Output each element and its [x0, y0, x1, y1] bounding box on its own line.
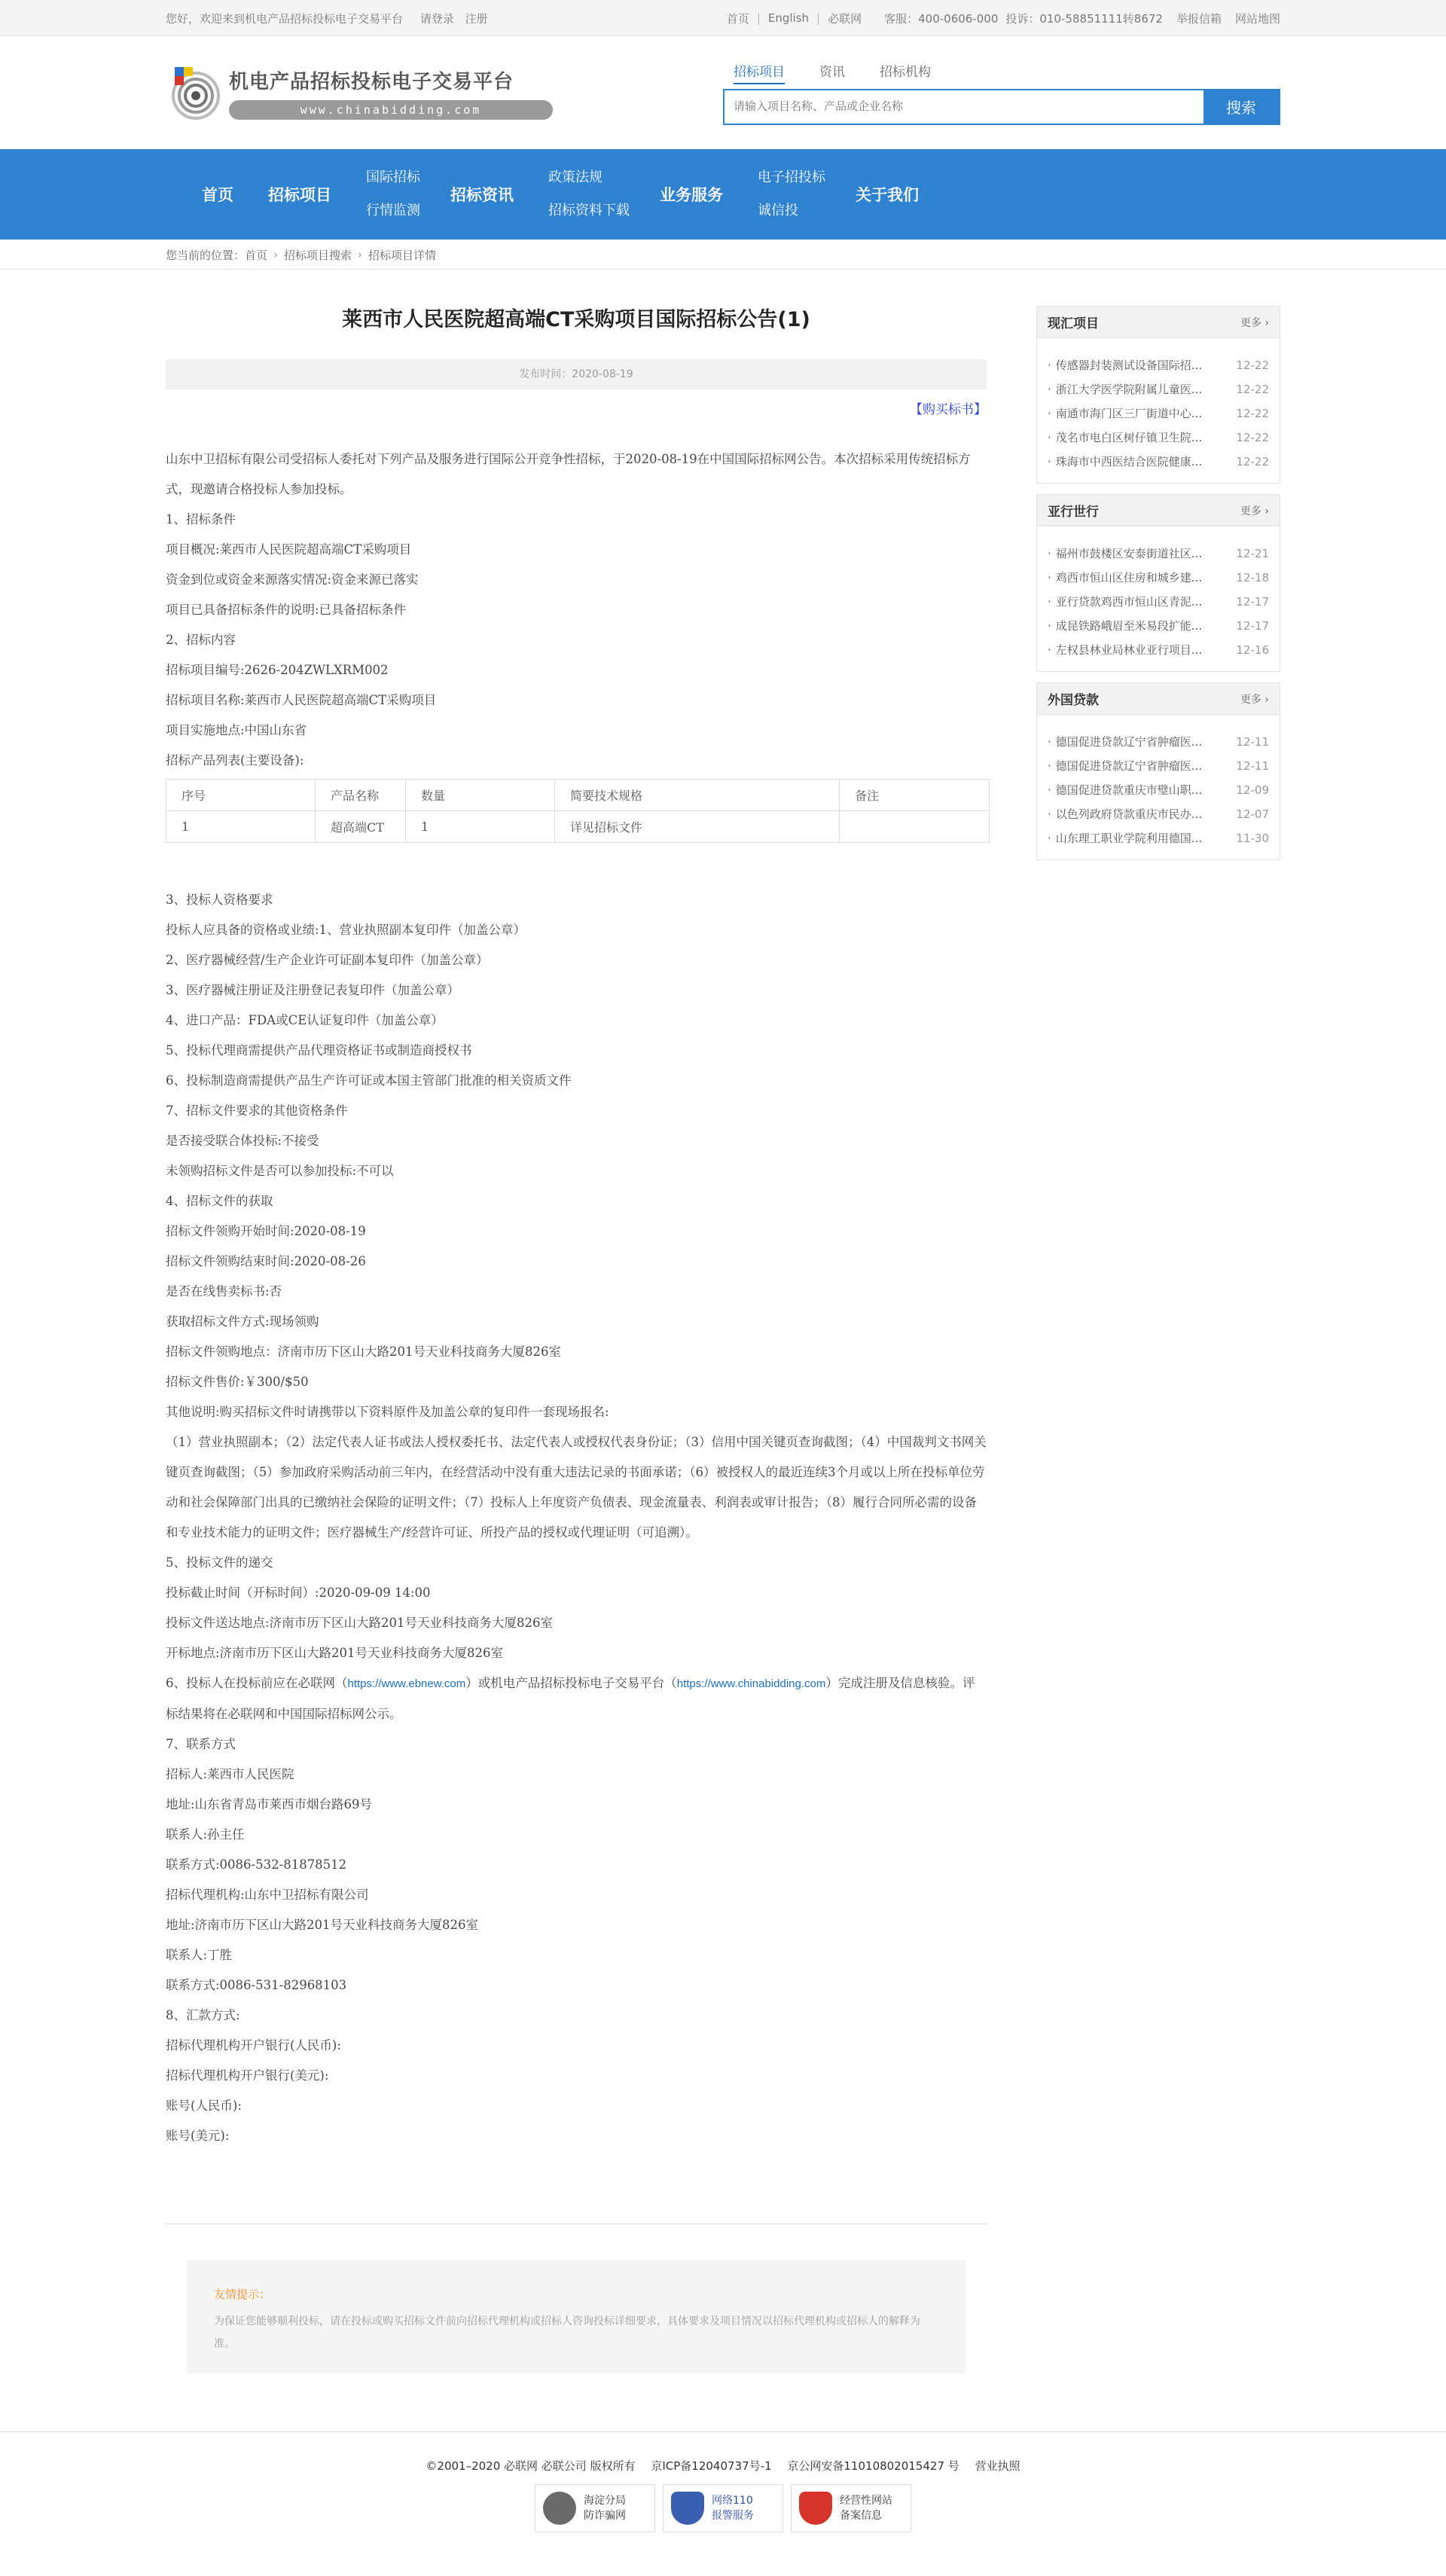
- list-item[interactable]: [1048, 566, 1269, 590]
- home-link[interactable]: 首页: [726, 11, 749, 26]
- list-item-title[interactable]: · 亚行贷款鸡西市恒山区青泥...: [1048, 590, 1228, 614]
- article-body: [166, 444, 987, 2151]
- list-item-date: 12-21: [1236, 547, 1269, 560]
- nav-business[interactable]: 业务服务: [660, 186, 723, 204]
- article-line: 投标人应具备的资格或业绩:1、营业执照副本复印件（加盖公章）: [166, 923, 526, 937]
- nav-about[interactable]: 关于我们: [856, 186, 919, 204]
- chevron-right-icon: ›: [1261, 693, 1269, 706]
- article-line: 1、招标条件: [166, 512, 236, 526]
- article-line: 3、投标人资格要求: [166, 893, 273, 907]
- table-row: [166, 811, 990, 843]
- list-item-title[interactable]: · 德国促进贷款辽宁省肿瘤医...: [1048, 730, 1228, 754]
- more-label: 更多: [1240, 693, 1261, 706]
- biilian-link[interactable]: 必联网: [828, 11, 862, 26]
- license-link[interactable]: 营业执照: [975, 2459, 1020, 2473]
- list-item[interactable]: [1048, 401, 1269, 426]
- article-line: 2、招标内容: [166, 633, 236, 647]
- table-header: 产品名称: [316, 780, 406, 811]
- nav-intl[interactable]: 国际招标: [366, 169, 420, 185]
- logo-title: 机电产品招标投标电子交易平台: [229, 70, 514, 93]
- list-item-date: 12-09: [1236, 783, 1269, 797]
- separator: |: [816, 11, 821, 25]
- sidebar-box-header: [1037, 495, 1280, 526]
- list-item-date: 12-22: [1236, 407, 1269, 420]
- article-line: 招标代理机构开户银行(美元):: [166, 2068, 329, 2083]
- registration-text-a: 6、投标人在投标前应在必联网（: [166, 1676, 348, 1690]
- article-line: 投标文件送达地点:济南市历下区山大路201号天业科技商务大厦826室: [166, 1616, 554, 1630]
- article-line: 投标截止时间（开标时间）:2020-09-09 14:00: [166, 1586, 431, 1600]
- article-line: 招标项目编号:2626-204ZWLXRM002: [166, 663, 389, 677]
- article-line: 招标项目名称:莱西市人民医院超高端CT采购项目: [166, 693, 437, 707]
- article-line: 项目已具备招标条件的说明:已具备招标条件: [166, 603, 407, 617]
- list-item-date: 12-22: [1236, 431, 1269, 444]
- table-header: 序号: [166, 780, 316, 811]
- icp-link[interactable]: 京ICP备12040737号-1: [651, 2459, 772, 2473]
- nav-ebid[interactable]: 电子招投标: [758, 169, 825, 185]
- list-item-title[interactable]: · 珠海市中西医结合医院健康...: [1048, 450, 1228, 474]
- article-line: 招标产品列表(主要设备):: [166, 753, 304, 768]
- list-item-title[interactable]: · 成昆铁路峨眉至米易段扩能...: [1048, 614, 1228, 638]
- badge-business[interactable]: [791, 2484, 911, 2532]
- article-line: 4、进口产品：FDA或CE认证复印件（加盖公章）: [166, 1013, 444, 1027]
- registration-paragraph: [166, 1668, 987, 1729]
- list-item[interactable]: [1048, 638, 1269, 662]
- separator: |: [756, 11, 761, 25]
- sidebar-box-header: [1037, 683, 1280, 715]
- article-line: 是否在线售卖标书:否: [166, 1284, 282, 1299]
- sitemap-link[interactable]: 网站地图: [1234, 11, 1280, 26]
- breadcrumb-search[interactable]: 招标项目搜索: [284, 248, 352, 262]
- list-item[interactable]: [1048, 730, 1269, 754]
- sidebar-box: [1036, 682, 1280, 860]
- search-tab-agencies[interactable]: 招标机构: [880, 64, 931, 80]
- nav-law[interactable]: 政策法规: [548, 169, 602, 185]
- shield-icon: [671, 2492, 704, 2525]
- more-label: 更多: [1240, 505, 1261, 517]
- breadcrumb-current: 招标项目详情: [368, 248, 437, 262]
- search-input[interactable]: [725, 90, 1203, 124]
- article-line: 账号(人民币):: [166, 2098, 242, 2113]
- badge-line: 海淀分局: [584, 2495, 626, 2507]
- chinabidding-link[interactable]: https://www.chinabidding.com: [676, 1677, 826, 1690]
- article-line: 未领购招标文件是否可以参加投标:不可以: [166, 1164, 394, 1178]
- list-item-date: 11-30: [1236, 832, 1269, 845]
- article-line: 招标文件领购地点：济南市历下区山大路201号天业科技商务大厦826室: [166, 1344, 561, 1359]
- list-item-title[interactable]: · 传感器封装测试设备国际招...: [1048, 353, 1228, 377]
- sidebar-box-title: 现汇项目: [1048, 316, 1099, 331]
- more-link[interactable]: [1240, 691, 1269, 707]
- list-item-date: 12-22: [1236, 455, 1269, 469]
- list-item[interactable]: [1048, 754, 1269, 778]
- divider: [166, 2223, 987, 2224]
- list-item[interactable]: [1048, 542, 1269, 566]
- chevron-right-icon: ›: [1261, 316, 1269, 329]
- article-line: 7、招标文件要求的其他资格条件: [166, 1103, 348, 1118]
- article-line: 项目概况:莱西市人民医院超高端CT采购项目: [166, 542, 412, 557]
- nav-home[interactable]: 首页: [202, 186, 233, 204]
- list-item-title[interactable]: · 南通市海门区三厂街道中心...: [1048, 401, 1228, 426]
- more-link[interactable]: [1240, 503, 1269, 518]
- table-cell: 详见招标文件: [555, 811, 840, 843]
- article-line: 招标人:莱西市人民医院: [166, 1767, 294, 1781]
- complaint-phone: 投诉：010-58851111转8672: [1005, 11, 1163, 26]
- list-item[interactable]: [1048, 778, 1269, 802]
- article-line: 招标代理机构开户银行(人民币):: [166, 2038, 341, 2053]
- list-item-title[interactable]: · 鸡西市恒山区住房和城乡建...: [1048, 566, 1228, 590]
- article-line: 2、医疗器械经营/生产企业许可证副本复印件（加盖公章）: [166, 953, 489, 967]
- registration-text-c: ）完成注册及信息核验。评标结果将在必联网和中国国际招标网公示。: [166, 1676, 975, 1721]
- article-line: 招标文件领购结束时间:2020-08-26: [166, 1254, 366, 1268]
- search-area: [723, 61, 1280, 125]
- report-link[interactable]: 举报信箱: [1176, 11, 1222, 26]
- nav-credit[interactable]: 诚信投: [758, 203, 798, 218]
- article-line: 5、投标文件的递交: [166, 1555, 273, 1570]
- list-item-title[interactable]: · 茂名市电白区树仔镇卫生院...: [1048, 426, 1228, 450]
- badge-police[interactable]: [535, 2484, 655, 2532]
- sidebar-box-title: 亚行世行: [1048, 505, 1099, 520]
- badge-line: 报警服务: [712, 2510, 754, 2522]
- list-item-date: 12-07: [1236, 807, 1269, 821]
- copyright: ©2001–2020 必联网 必联公司 版权所有: [426, 2459, 636, 2473]
- list-item-title[interactable]: · 福州市鼓楼区安泰街道社区...: [1048, 542, 1228, 566]
- article-line: 招标文件售价:￥300/$50: [166, 1375, 309, 1389]
- search-tab-news[interactable]: 资讯: [819, 64, 845, 80]
- article-line: 资金到位或资金来源落实情况:资金来源已落实: [166, 572, 419, 587]
- list-item-title[interactable]: · 以色列政府贷款重庆市民办...: [1048, 802, 1228, 826]
- article-line: 地址:济南市历下区山大路201号天业科技商务大厦826室: [166, 1918, 479, 1932]
- list-item-date: 12-22: [1236, 383, 1269, 396]
- article: [166, 270, 987, 2373]
- table-header: 数量: [406, 780, 555, 811]
- site-logo[interactable]: [166, 63, 553, 123]
- badge-line: 网络110: [712, 2495, 753, 2507]
- search-tab-projects[interactable]: 招标项目: [734, 61, 785, 84]
- chevron-right-icon: ›: [1261, 505, 1269, 517]
- more-link[interactable]: [1240, 315, 1269, 330]
- article-line: 项目实施地点:中国山东省: [166, 723, 307, 737]
- nav-news[interactable]: 招标资讯: [450, 186, 514, 204]
- header: [0, 36, 1446, 149]
- welcome-text: 您好，欢迎来到机电产品招标投标电子交易平台: [166, 11, 404, 26]
- article-line: 5、投标代理商需提供产品代理资格证书或制造商授权书: [166, 1043, 472, 1058]
- chevron-right-icon: ›: [273, 248, 279, 261]
- service-phone: 客服：400-0606-000: [884, 11, 999, 26]
- register-link[interactable]: 注册: [465, 11, 488, 26]
- article-line: 招标代理机构:山东中卫招标有限公司: [166, 1888, 369, 1902]
- list-item-date: 12-17: [1236, 619, 1269, 633]
- sidebar-box-title: 外国贷款: [1048, 693, 1099, 708]
- table-cell: [840, 811, 990, 843]
- friendly-tip: [187, 2260, 966, 2373]
- article-line: 3、医疗器械注册证及注册登记表复印件（加盖公章）: [166, 983, 459, 997]
- sidebar-box-header: [1037, 307, 1280, 338]
- list-item-title[interactable]: · 德国促进贷款辽宁省肿瘤医...: [1048, 754, 1228, 778]
- article-line: 是否接受联合体投标:不接受: [166, 1134, 319, 1148]
- article-line: 联系人:丁胜: [166, 1948, 233, 1962]
- list-item-title[interactable]: · 山东理工职业学院利用德国...: [1048, 826, 1228, 850]
- table-header: 备注: [840, 780, 990, 811]
- breadcrumb: [0, 240, 1446, 270]
- article-line: 其他说明:购买招标文件时请携带以下资料原件及加盖公章的复印件一套现场报名:: [166, 1405, 609, 1419]
- list-item-date: 12-11: [1236, 735, 1269, 749]
- chevron-right-icon: ›: [358, 248, 363, 261]
- list-item-date: 12-18: [1236, 571, 1269, 584]
- nav-monitor[interactable]: 行情监测: [366, 203, 420, 218]
- badge-line: 经营性网站: [840, 2495, 892, 2507]
- list-item[interactable]: [1048, 353, 1269, 377]
- nav-projects[interactable]: 招标项目: [268, 186, 331, 204]
- list-item[interactable]: [1048, 802, 1269, 826]
- article-line: 招标文件领购开始时间:2020-08-19: [166, 1224, 366, 1238]
- list-item[interactable]: [1048, 377, 1269, 401]
- table-cell: 超高端CT: [316, 811, 406, 843]
- ebnew-link[interactable]: https://www.ebnew.com: [347, 1677, 466, 1690]
- gongan-link[interactable]: 京公网安备11010802015427 号: [787, 2459, 959, 2473]
- more-label: 更多: [1240, 316, 1261, 329]
- article-line: 获取招标文件方式:现场领购: [166, 1314, 319, 1329]
- badge-110[interactable]: [663, 2484, 783, 2532]
- list-item-title[interactable]: · 浙江大学医学院附属儿童医...: [1048, 377, 1228, 401]
- logo-url: www.chinabidding.com: [229, 100, 553, 120]
- table-cell: 1: [406, 811, 555, 843]
- required-docs-paragraph: （1）营业执照副本；（2）法定代表人证书或法人授权委托书、法定代表人或授权代表身份证；（3）信用中国关键页查询截图；（4）中国裁判文书网关键页查询截图；（5）参加政府采购活动前三年内，在经营活动中没有重大违法记录的书面承诺；（6）被授权人的最近连续3个月或以上所在投标单位劳动和社会保障部门出具的已缴纳社会保险的证明文件；（7）投标人上年度资产负债表、现金流量表、利润表或审计报告；（8）履行合同所必需的设备和专业技术能力的证明文件；医疗器械生产/经营许可证、所投产品的授权或代理证明（可追溯）。: [166, 1435, 987, 1540]
- police-icon: [543, 2492, 576, 2525]
- article-line: 联系人:孙主任: [166, 1827, 245, 1842]
- badge-line: 备案信息: [840, 2510, 882, 2522]
- article-line: 账号(美元):: [166, 2129, 230, 2143]
- badge-line: 防诈骗网: [584, 2510, 626, 2522]
- main-nav: [0, 149, 1446, 240]
- list-item-date: 12-17: [1236, 595, 1269, 609]
- product-table: [166, 779, 990, 843]
- list-item-date: 12-22: [1236, 359, 1269, 372]
- article-line: 4、招标文件的获取: [166, 1194, 273, 1208]
- table-cell: 1: [166, 811, 316, 843]
- search-button[interactable]: 搜索: [1203, 90, 1279, 124]
- list-item-date: 12-11: [1236, 759, 1269, 773]
- nav-download[interactable]: 招标资料下载: [548, 203, 630, 218]
- sidebar-box: [1036, 494, 1280, 672]
- tip-title: 友情提示：: [214, 2288, 271, 2301]
- article-line: 8、汇款方式:: [166, 2008, 240, 2022]
- logo-icon: [166, 63, 220, 123]
- english-link[interactable]: English: [767, 11, 810, 25]
- top-bar: [0, 0, 1446, 36]
- login-link[interactable]: 请登录: [419, 11, 454, 26]
- article-line: 7、联系方式: [166, 1737, 236, 1751]
- list-item-title[interactable]: · 德国促进贷款重庆市璧山职...: [1048, 778, 1228, 802]
- table-header: 简要技术规格: [555, 780, 840, 811]
- intro-paragraph: 山东中卫招标有限公司受招标人委托对下列产品及服务进行国际公开竞争性招标，于2020-08-19在中国国际招标网公告。本次招标采用传统招标方式，现邀请合格投标人参加投标。: [166, 452, 971, 496]
- tip-text: 为保证您能够顺利投标，请在投标或购买招标文件前向招标代理机构或招标人咨询投标详细要求，具体要求及项目情况以招标代理机构或招标人的解释为准。: [214, 2315, 920, 2350]
- article-line: 开标地点:济南市历下区山大路201号天业科技商务大厦826室: [166, 1646, 504, 1660]
- list-item[interactable]: [1048, 614, 1269, 638]
- list-item-date: 12-16: [1236, 643, 1269, 657]
- list-item[interactable]: [1048, 590, 1269, 614]
- article-line: 联系方式:0086-531-82968103: [166, 1978, 347, 1992]
- footer: [0, 2431, 1446, 2532]
- breadcrumb-home[interactable]: 首页: [245, 248, 268, 262]
- article-line: 联系方式:0086-532-81878512: [166, 1857, 347, 1872]
- list-item[interactable]: [1048, 426, 1269, 450]
- sidebar: [1036, 270, 1280, 2373]
- page-title: 莱西市人民医院超高端CT采购项目国际招标公告(1): [342, 308, 810, 331]
- list-item[interactable]: [1048, 450, 1269, 474]
- list-item[interactable]: [1048, 826, 1269, 850]
- buy-tender-link[interactable]: 【购买标书】: [910, 402, 987, 417]
- breadcrumb-label: 您当前的位置：: [166, 248, 246, 262]
- article-line: 地址:山东省青岛市莱西市烟台路69号: [166, 1797, 373, 1811]
- list-item-title[interactable]: · 左权县林业局林业亚行项目...: [1048, 638, 1228, 662]
- sidebar-box: [1036, 306, 1280, 484]
- article-line: 6、投标制造商需提供产品生产许可证或本国主管部门批准的相关资质文件: [166, 1073, 572, 1088]
- emblem-icon: [799, 2492, 832, 2525]
- publish-time: 发布时间：2020-08-19: [166, 359, 987, 389]
- registration-text-b: ）或机电产品招标投标电子交易平台（: [465, 1676, 677, 1690]
